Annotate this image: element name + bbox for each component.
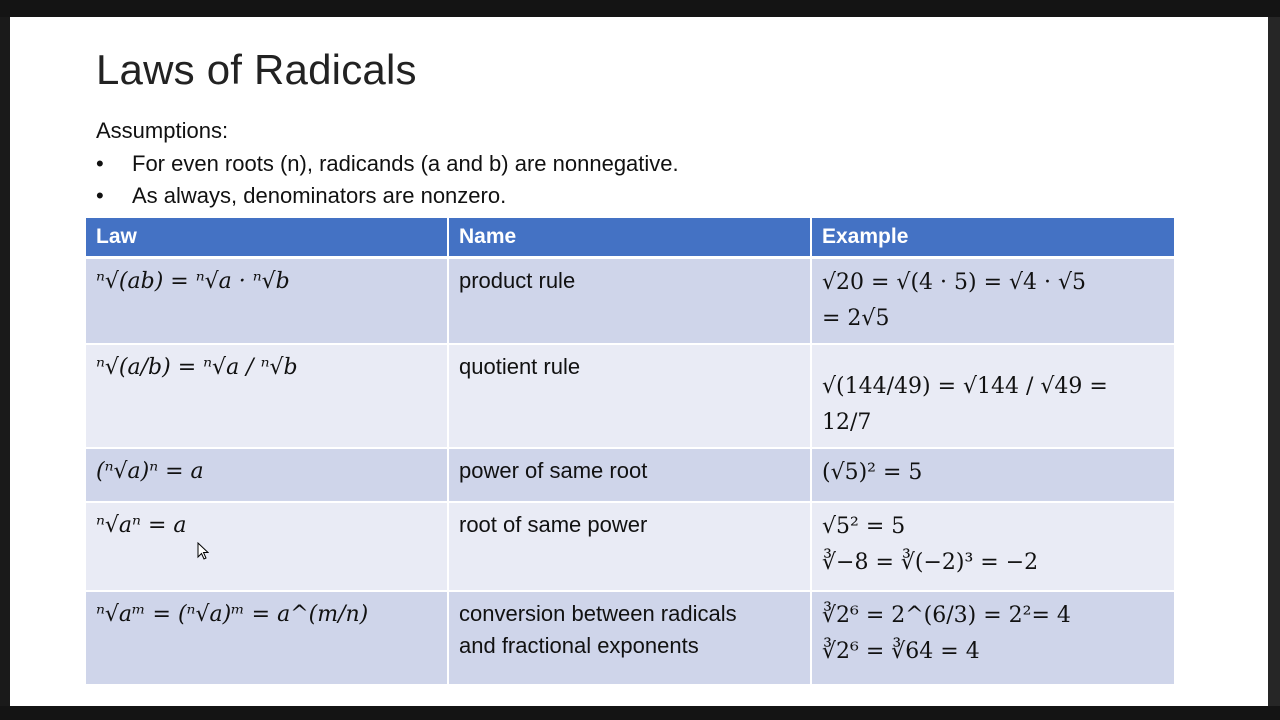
law-cell bbox=[86, 448, 448, 502]
name-cell bbox=[448, 258, 811, 345]
law-formula: ⁿ√(ab) = ⁿ√a · ⁿ√b bbox=[96, 269, 290, 294]
law-name: product rule bbox=[459, 268, 576, 293]
example-cell bbox=[811, 502, 1174, 591]
header-example: Example bbox=[811, 218, 1174, 258]
assumptions-label: Assumptions: bbox=[96, 118, 229, 143]
law-formula: ⁿ√(a/b) = ⁿ√a / ⁿ√b bbox=[96, 355, 298, 380]
table-row bbox=[86, 591, 1174, 685]
example-line: = 2√5 bbox=[822, 306, 890, 331]
example-line: √20 = √(4 · 5) = √4 · √5 bbox=[822, 270, 1087, 295]
example-line: ∛−8 = ∛(−2)³ = −2 bbox=[822, 550, 1039, 575]
bullet-item: • As always, denominators are nonzero. bbox=[96, 180, 679, 212]
slide-title: Laws of Radicals bbox=[96, 46, 417, 93]
example-cell bbox=[811, 448, 1174, 502]
example-line: ∛2⁶ = ∛64 = 4 bbox=[822, 639, 980, 664]
example-cell bbox=[811, 591, 1174, 685]
law-name-line: conversion between radicals bbox=[459, 601, 737, 626]
mouse-cursor-icon bbox=[197, 542, 209, 560]
law-cell bbox=[86, 502, 448, 591]
law-formula: (ⁿ√a)ⁿ = a bbox=[96, 459, 204, 484]
name-cell bbox=[448, 448, 811, 502]
law-name: root of same power bbox=[459, 512, 648, 537]
table-row bbox=[86, 502, 1174, 591]
example-cell bbox=[811, 258, 1174, 345]
top-letterbox bbox=[0, 0, 1280, 17]
example-line: (√5)² = 5 bbox=[822, 460, 923, 485]
table-header-row bbox=[86, 218, 1174, 258]
example-line: √(144/49) = √144 / √49 = 12/7 bbox=[822, 374, 1108, 435]
law-name-line: and fractional exponents bbox=[459, 633, 699, 658]
bullet-item: • For even roots (n), radicands (a and b) are nonnegative. bbox=[96, 148, 679, 180]
bullet-icon: • bbox=[96, 151, 104, 176]
law-formula: ⁿ√aⁿ = a bbox=[96, 513, 187, 538]
example-line: √5² = 5 bbox=[822, 514, 906, 539]
table-row bbox=[86, 258, 1174, 345]
bottom-letterbox bbox=[0, 706, 1280, 720]
law-formula: ⁿ√aᵐ = (ⁿ√a)ᵐ = a^(m/n) bbox=[96, 602, 369, 627]
table-row bbox=[86, 448, 1174, 502]
law-cell bbox=[86, 344, 448, 448]
law-cell bbox=[86, 258, 448, 345]
law-cell bbox=[86, 591, 448, 685]
laws-table bbox=[86, 218, 1174, 686]
assumption-list bbox=[96, 148, 679, 212]
example-line: ∛2⁶ = 2^(6/3) = 2²= 4 bbox=[822, 603, 1071, 628]
header-law: Law bbox=[86, 218, 448, 258]
law-name: power of same root bbox=[459, 458, 648, 483]
name-cell bbox=[448, 502, 811, 591]
example-cell bbox=[811, 344, 1174, 448]
name-cell bbox=[448, 591, 811, 685]
table-row bbox=[86, 344, 1174, 448]
header-name: Name bbox=[448, 218, 811, 258]
name-cell bbox=[448, 344, 811, 448]
right-letterbox bbox=[1268, 17, 1280, 706]
law-name: quotient rule bbox=[459, 354, 581, 379]
bullet-icon: • bbox=[96, 183, 104, 208]
